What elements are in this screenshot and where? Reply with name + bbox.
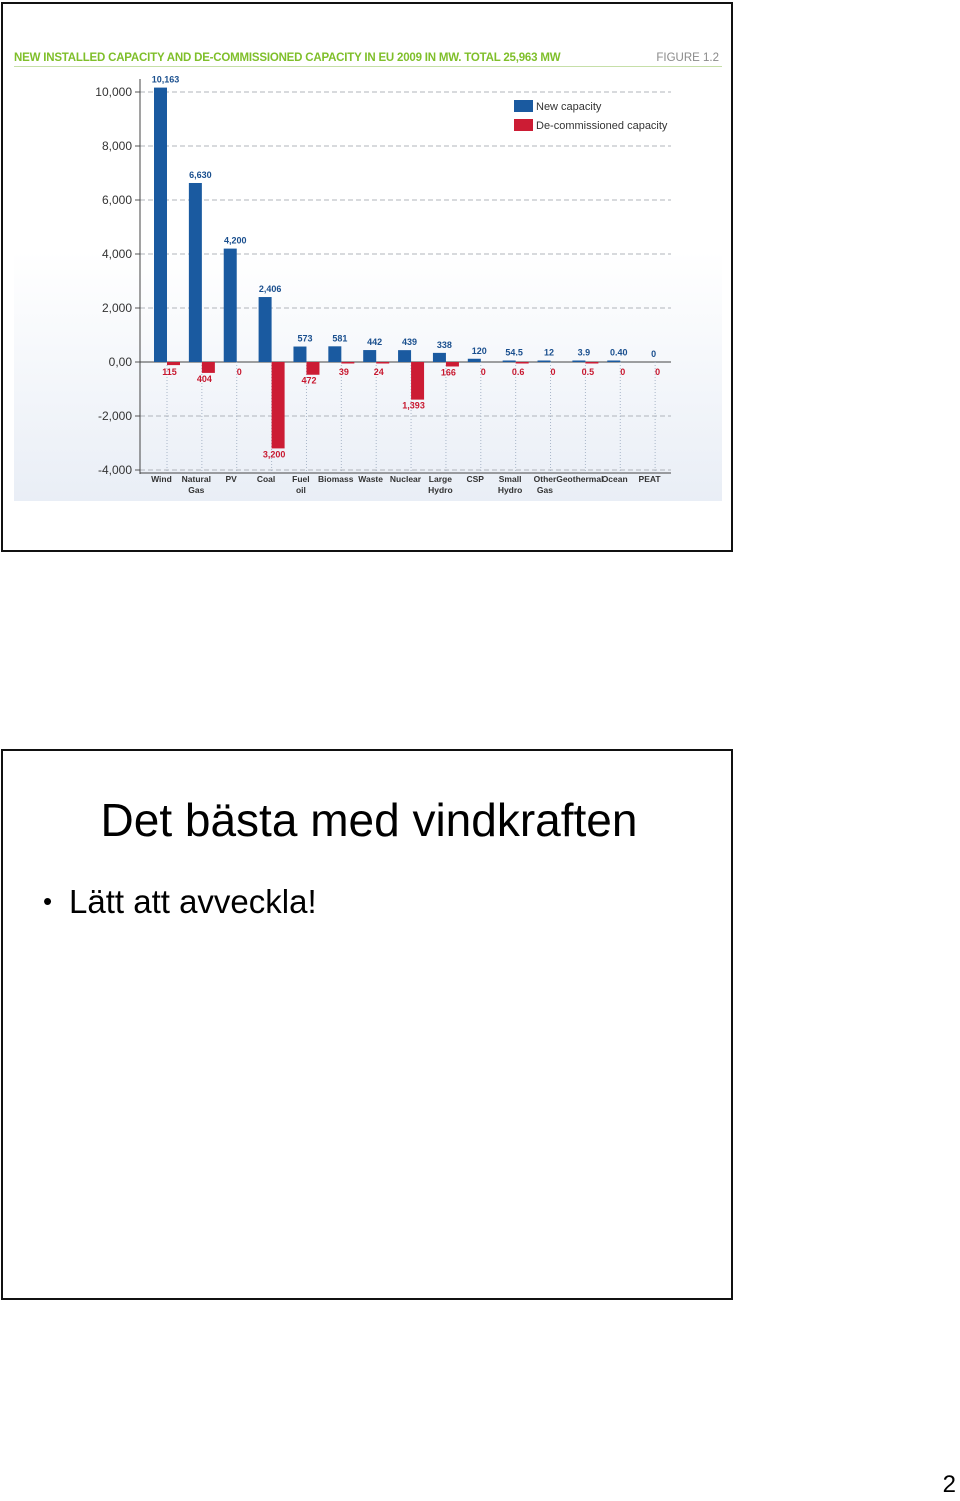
category-label: Hydro [497, 485, 523, 495]
category-label: Nuclear [389, 474, 422, 484]
bullet-item [43, 883, 317, 921]
new-capacity-bar [468, 359, 481, 362]
new-capacity-label: 6,630 [189, 169, 212, 180]
capacity-bar-chart [3, 4, 731, 550]
category-label: PEAT [638, 474, 661, 484]
legend-swatch [514, 100, 533, 112]
new-capacity-bar [189, 183, 202, 362]
bullet-text: Lätt att avveckla! [69, 883, 317, 920]
new-capacity-label: 10,163 [151, 74, 180, 85]
category-label: Natural [181, 474, 211, 484]
category-label: Wind [151, 474, 172, 484]
category-label: Fuel [292, 474, 310, 484]
decommissioned-bar [411, 362, 424, 400]
category-label: oil [295, 485, 306, 495]
new-capacity-bar [572, 361, 585, 363]
new-capacity-label: 338 [436, 339, 452, 350]
y-tick-label: 4,000 [101, 247, 132, 261]
chart-title: NEW INSTALLED CAPACITY AND DE-COMMISSIONED CAPACITY IN EU 2009 IN MW. TOTAL 25,963 MW [14, 52, 561, 64]
new-capacity-bar [328, 346, 341, 362]
legend-label: De-commissioned capacity [536, 120, 668, 132]
new-capacity-bar [607, 361, 620, 363]
new-capacity-label: 2,406 [258, 284, 282, 295]
decommissioned-label: 0 [655, 367, 661, 377]
decommissioned-label: 404 [196, 373, 212, 384]
new-capacity-bar [433, 353, 446, 362]
legend-swatch [514, 119, 533, 131]
category-label: Geothermal [556, 474, 604, 484]
decommissioned-bar [516, 362, 529, 364]
category-label: Biomass [318, 474, 354, 484]
new-capacity-label: 54.5 [505, 347, 523, 358]
y-tick-label: 6,000 [101, 193, 132, 207]
new-capacity-label: 12 [544, 347, 555, 358]
decommissioned-label: 166 [440, 367, 456, 378]
y-tick-label: 10,000 [95, 85, 132, 99]
category-label: Gas [536, 485, 554, 495]
decommissioned-label: 0.6 [511, 367, 525, 377]
new-capacity-bar [538, 361, 551, 363]
new-capacity-label: 0 [651, 349, 657, 359]
slide-chart [1, 2, 733, 552]
new-capacity-label: 439 [402, 337, 418, 348]
decommissioned-bar [202, 362, 215, 373]
decommissioned-bar [306, 362, 319, 375]
page-number: 2 [942, 1471, 956, 1498]
category-label: Waste [358, 474, 384, 484]
category-label: Coal [256, 474, 276, 484]
decommissioned-bar [272, 362, 285, 448]
y-tick-label: -4,000 [97, 463, 132, 477]
category-label: CSP [466, 474, 484, 484]
category-label: Hydro [428, 485, 453, 495]
new-capacity-label: 120 [471, 345, 487, 356]
y-tick-label: -2,000 [97, 409, 132, 423]
new-capacity-label: 581 [332, 333, 348, 344]
decommissioned-label: 0 [480, 367, 486, 377]
decommissioned-label: 0 [620, 367, 626, 377]
new-capacity-bar [398, 350, 411, 362]
new-capacity-bar [224, 249, 237, 362]
new-capacity-label: 4,200 [223, 235, 247, 246]
decommissioned-label: 1,393 [402, 400, 425, 411]
new-capacity-bar [503, 361, 516, 363]
decommissioned-label: 39 [338, 367, 349, 377]
legend-label: New capacity [536, 101, 602, 113]
category-label: PV [225, 474, 237, 484]
decommissioned-label: 24 [373, 367, 384, 377]
category-label: Large [428, 474, 452, 484]
y-tick-label: 0,00 [108, 355, 132, 369]
decommissioned-label: 0.5 [581, 367, 595, 377]
decommissioned-label: 3,200 [262, 449, 286, 460]
decommissioned-label: 0 [236, 367, 242, 377]
new-capacity-bar [259, 297, 272, 362]
decommissioned-label: 115 [162, 367, 177, 377]
decommissioned-bar [341, 362, 354, 364]
slide-text [1, 749, 733, 1300]
y-tick-label: 8,000 [101, 139, 132, 153]
new-capacity-label: 573 [297, 333, 313, 344]
category-label: Other [533, 474, 557, 484]
new-capacity-label: 3.9 [577, 347, 591, 358]
decommissioned-bar [585, 362, 598, 364]
figure-label: FIGURE 1.2 [656, 52, 719, 64]
bullet-glyph: • [43, 886, 53, 916]
new-capacity-bar [154, 88, 167, 362]
decommissioned-label: 472 [301, 375, 317, 386]
new-capacity-bar [293, 347, 306, 362]
slide-title: Det bästa med vindkraften [100, 794, 638, 846]
new-capacity-bar [363, 350, 376, 362]
decommissioned-bar [446, 362, 459, 366]
decommissioned-bar [167, 362, 180, 365]
decommissioned-label: 0 [550, 367, 556, 377]
category-label: Small [498, 474, 522, 484]
y-tick-label: 2,000 [101, 301, 132, 315]
bullet-list [43, 883, 317, 921]
decommissioned-bar [376, 362, 389, 364]
new-capacity-label: 0.40 [610, 347, 628, 358]
category-label: Ocean [601, 474, 628, 484]
new-capacity-label: 442 [367, 337, 383, 348]
category-label: Gas [188, 485, 205, 495]
